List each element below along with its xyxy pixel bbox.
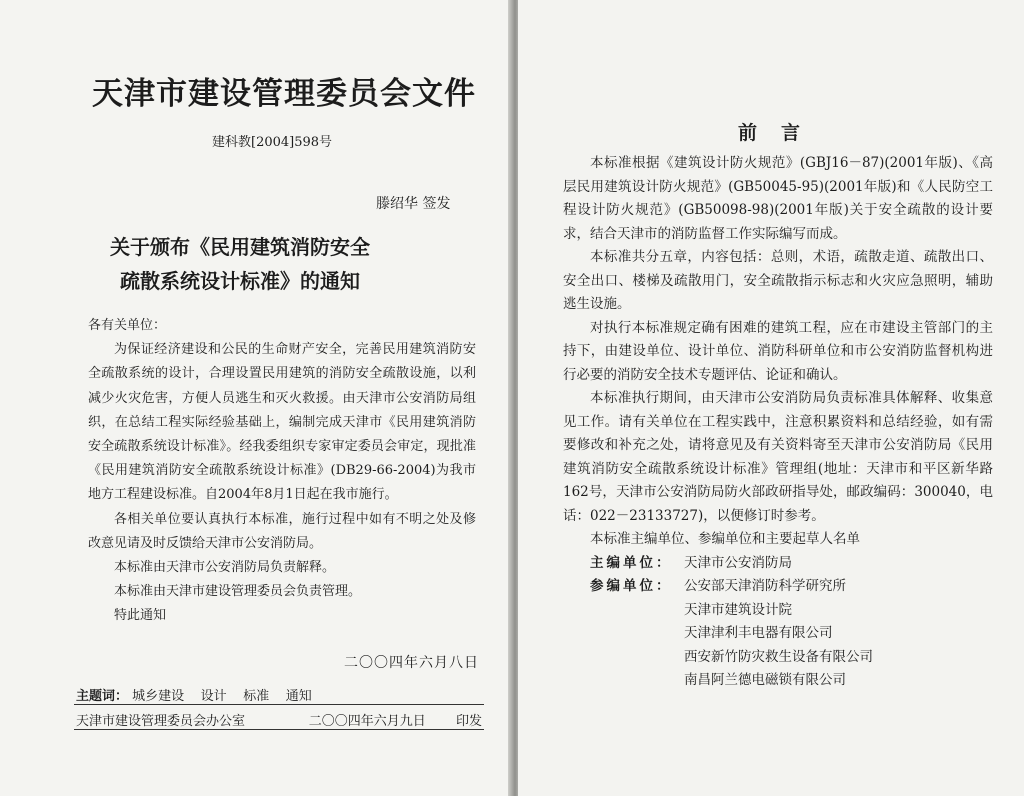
issuing-footer [76, 710, 482, 729]
co-editor-label: 参编单位： [590, 578, 673, 594]
chief-editor-row [590, 552, 993, 576]
chief-editor-unit: 天津市公安消防局 [684, 554, 792, 571]
notice-paragraph: 各相关单位要认真执行本标准，施行过程中如有不明之处及修改意见请及时反馈给天津市公安消防局。 [88, 511, 476, 551]
preface-paragraph: 本标准主编单位、参编单位和主要起草人名单 [590, 531, 860, 547]
salutation: 各有关单位： [88, 318, 167, 333]
notice-body [88, 314, 476, 629]
divider [74, 729, 484, 730]
footer-org: 天津市建设管理委员会办公室 [76, 714, 246, 729]
closing: 特此通知 [114, 608, 167, 624]
notice-heading [0, 230, 480, 298]
preface-paragraph: 对执行本标准规定确有困难的建筑工程，应在市建设主管部门的主持下，由建设单位、设计单位、消防科研单位和市公安消防监督机构进行必要的消防安全技术专题评估、论证和确认。 [563, 319, 993, 383]
chief-editor-label: 主编单位： [590, 554, 673, 571]
signer: 滕绍华 签发 [376, 196, 451, 212]
divider [74, 704, 484, 705]
keywords-label: 主题词： [76, 689, 129, 704]
footer-action: 印发 [455, 714, 482, 729]
keywords [76, 685, 312, 704]
co-editor-unit: 西安新竹防灾救生设备有限公司 [684, 648, 873, 665]
contributors [563, 552, 993, 693]
notice-heading-line1: 关于颁布《民用建筑消防安全 [110, 235, 370, 259]
preface-paragraph: 本标准根据《建筑设计防火规范》(GBJ16－87)(2001年版)、《高层民用建筑设计防火规范》(GB50045-95)(2001年版)和《人民防空工程设计防火规范》(GB50098-98)(2001年版)关于安全疏散的设计要求，结合天津市的消防监督工作实际编写而成。 [563, 155, 993, 242]
notice-paragraph: 为保证经济建设和公民的生命财产安全，完善民用建筑消防安全疏散系统的设计，合理设置民用建筑的消防安全疏散设施，以利减少火灾危害，方便人员逃生和灭火救援。由天津市公安消防局组织，在总结工程实际经验基础上，编制完成天津市《民用建筑消防安全疏散系统设计标准》。经我委组织专家审定委员会审定，现批准《民用建筑消防安全疏散系统设计标准》(DB29-66-2004)为我市地方工程建设标准。自2004年8月1日起在我市施行。 [88, 342, 476, 503]
preface-paragraph: 本标准共分五章，内容包括：总则，术语，疏散走道、疏散出口、安全出口、楼梯及疏散用门，安全疏散指示标志和火灾应急照明，辅助逃生设施。 [563, 249, 993, 312]
co-editor-unit: 公安部天津消防科学研究所 [684, 578, 846, 594]
notice-date: 二〇〇四年六月八日 [344, 655, 479, 671]
preface-title: 前言 [737, 122, 824, 144]
co-editor-unit: 天津市建筑设计院 [684, 601, 792, 618]
co-editor-row [590, 575, 993, 693]
keywords-value: 城乡建设 设计 标准 通知 [132, 689, 312, 704]
notice-paragraph: 本标准由天津市建设管理委员会负责管理。 [114, 584, 362, 600]
document-number: 建科教[2004]598号 [212, 135, 333, 150]
preface-paragraph: 本标准执行期间，由天津市公安消防局负责标准具体解释、收集意见工作。请有关单位在工程实践中，注意积累资料和总结经验，如有需要修改和补充之处，请将意见及有关资料寄至天津市公安消防局《民用建筑消防安全疏散系统设计标准》管理组(地址：天津市和平区新华路162号，天津市公安消防局防火部政研指导处，邮政编码：300040，电话：022－23133727)，以便修订时参考。 [563, 390, 993, 524]
document-title: 天津市建设管理委员会文件 [92, 76, 476, 112]
co-editor-unit: 南昌阿兰德电磁锁有限公司 [684, 672, 846, 688]
notice-paragraph: 本标准由天津市公安消防局负责解释。 [114, 560, 336, 576]
right-page [518, 0, 1024, 796]
preface-body [563, 152, 993, 693]
notice-heading-line2: 疏散系统设计标准》的通知 [120, 269, 360, 293]
footer-date: 二〇〇四年六月九日 [308, 714, 426, 729]
co-editor-unit: 天津津利丰电器有限公司 [684, 625, 833, 641]
